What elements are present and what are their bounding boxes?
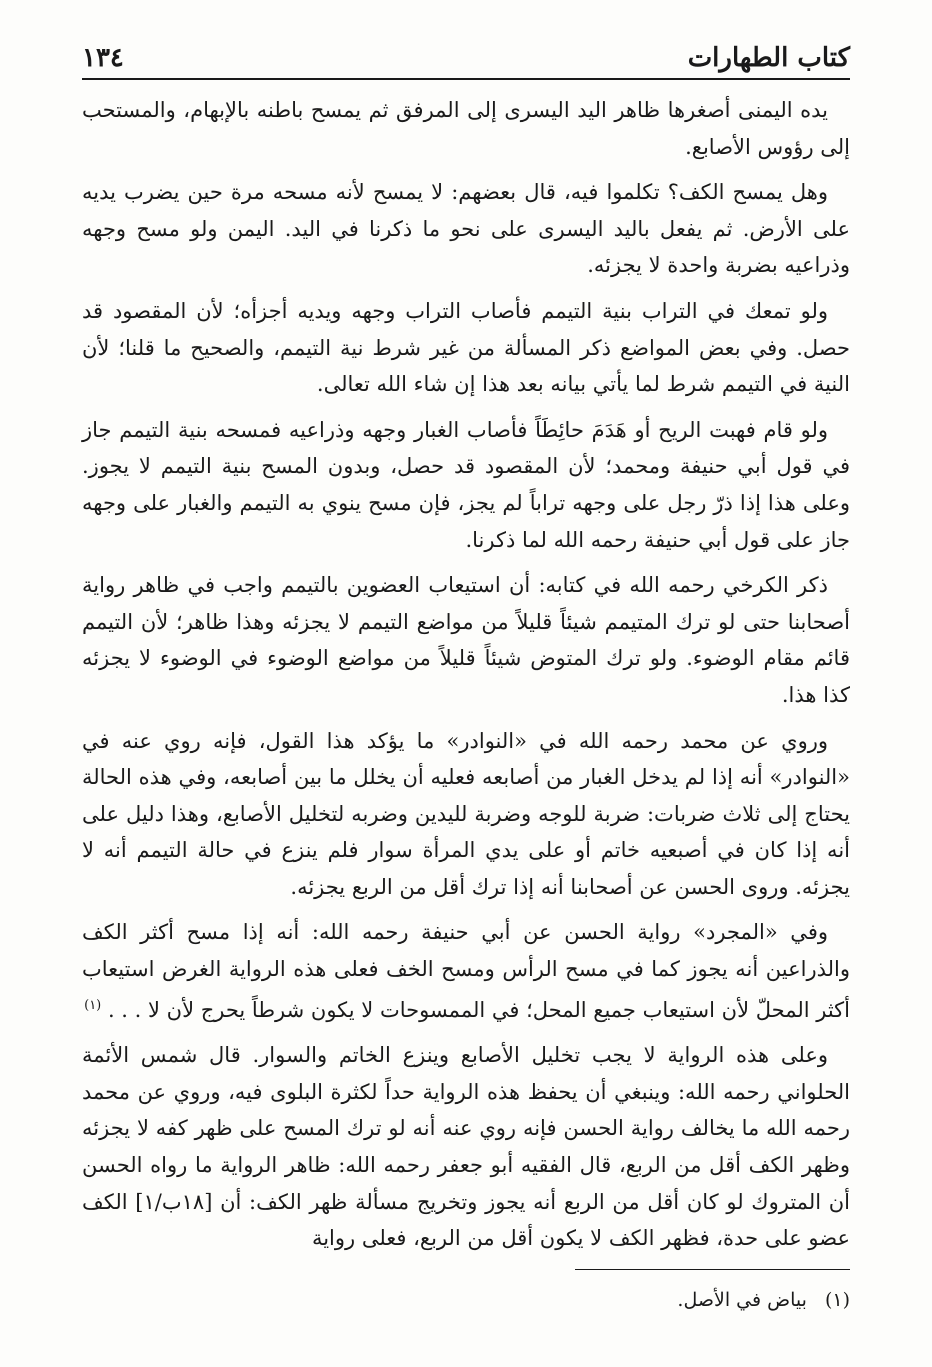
paragraph-text: وفي «المجرد» رواية الحسن عن أبي حنيفة رحمه الله: أنه إذا مسح أكثر الكف والذراعين أنه يجوز كما في مسح الرأس ومسح الخف فعلى هذه الرواية الغرض استيعاب أكثر المحلّ لأن استيعاب جميع المحل؛ في الممسوحات لا يكون شرطاً يحرج لأن لا . . . (82, 920, 850, 1022)
footnote-divider (575, 1269, 850, 1270)
page-number: ١٣٤ (82, 43, 124, 73)
paragraph: يده اليمنى أصغرها ظاهر اليد اليسرى إلى المرفق ثم يمسح باطنه بالإبهام، والمستحب إلى رؤوس الأصابع. (82, 98, 850, 159)
paragraph: ولو تمعك في التراب بنية التيمم فأصاب التراب وجهه ويديه أجزأه؛ لأن المقصود قد حصل. وفي بعض المواضع ذكر المسألة من غير شرط نية التيمم، والصحيح ما قلنا؛ لأن النية في التيمم شرط لما يأتي بيانه بعد هذا إن شاء الله تعالى. (82, 298, 850, 397)
paragraph-with-footnote (82, 914, 850, 1028)
running-title: كتاب الطهارات (687, 43, 850, 73)
paragraph: وهل يمسح الكف؟ تكلموا فيه، قال بعضهم: لا يمسح لأنه مسحه مرة حين يضرب يديه على الأرض. ثم يفعل باليد اليسرى على نحو ما ذكرنا في اليد. اليمن ولو مسح وجهه وذراعيه بضربة واحدة لا يجزئه. (82, 180, 850, 278)
paragraph: وروي عن محمد رحمه الله في «النوادر» ما يؤكد هذا القول، فإنه روي عنه في «النوادر» أنه إذا لم يدخل الغبار من أصابعه فعليه أن يخلل ما بين أصابعه، وفي هذه الحالة يحتاج إلى ثلاث ضربات: ضربة للوجه وضربة لليدين وضربه لتخليل الأصابع، وهذا دليل على أنه إذا كان في أصبعيه خاتم أو على يدي المرأة سوار فلم ينزع في حالة التيمم أنه لا يجزئه. وروى الحسن عن أصحابنا أنه إذا ترك أقل من الربع يجزئه. (82, 728, 850, 899)
footnote (82, 1286, 850, 1314)
paragraph: وعلى هذه الرواية لا يجب تخليل الأصابع وينزع الخاتم والسوار. قال شمس الأئمة الحلواني رحمه الله: وينبغي أن يحفظ هذه الرواية حداً لكثرة البلوى فيه، وروي عن محمد رحمه الله ما يخالف رواية الحسن فإنه روي عنه أنه لو ترك المسح على ظهر كفه لا يجزئه وظهر الكف أقل من الربع، قال الفقيه أبو جعفر رحمه الله: ظاهر الرواية ما رواه الحسن أن المتروك لو كان أقل من الربع أنه يجوز وتخريج مسألة ظهر الكف: أن [١٨ب/١] الكف عضو على حدة، فظهر الكف لا يكون أقل من الربع، فعلى رواية (82, 1043, 851, 1251)
footnote-text: بياض في الأصل. (677, 1289, 807, 1311)
footnote-number: (١) (824, 1289, 850, 1311)
main-text (82, 92, 850, 1266)
page-header (82, 38, 850, 80)
footnote-reference: (١) (84, 997, 102, 1013)
paragraph: ولو قام فهبت الريح أو هَدَمَ حائِطَاً فأصاب الغبار وجهه وذراعيه فمسحه بنية التيمم جاز في قول أبي حنيفة ومحمد؛ لأن المقصود قد حصل، وبدون المسح بنية التيمم لا يجوز. وعلى هذا إذا ذرّ رجل على وجهه تراباً لم يجز، فإن مسح ينوي به التيمم والغبار على وجهه جاز على قول أبي حنيفة رحمه الله لما ذكرنا. (82, 417, 850, 552)
paragraph: ذكر الكرخي رحمه الله في كتابه: أن استيعاب العضوين بالتيمم واجب في ظاهر رواية أصحابنا حتى لو ترك المتيمم شيئاً قليلاً من مواضع التيمم لا يجزئه وهذا ظاهر؛ لأن التيمم قائم مقام الوضوء. ولو ترك المتوض شيئاً قليلاً من مواضع الوضوء في الوضوء لا يجزئه كذا هذا. (82, 573, 850, 707)
